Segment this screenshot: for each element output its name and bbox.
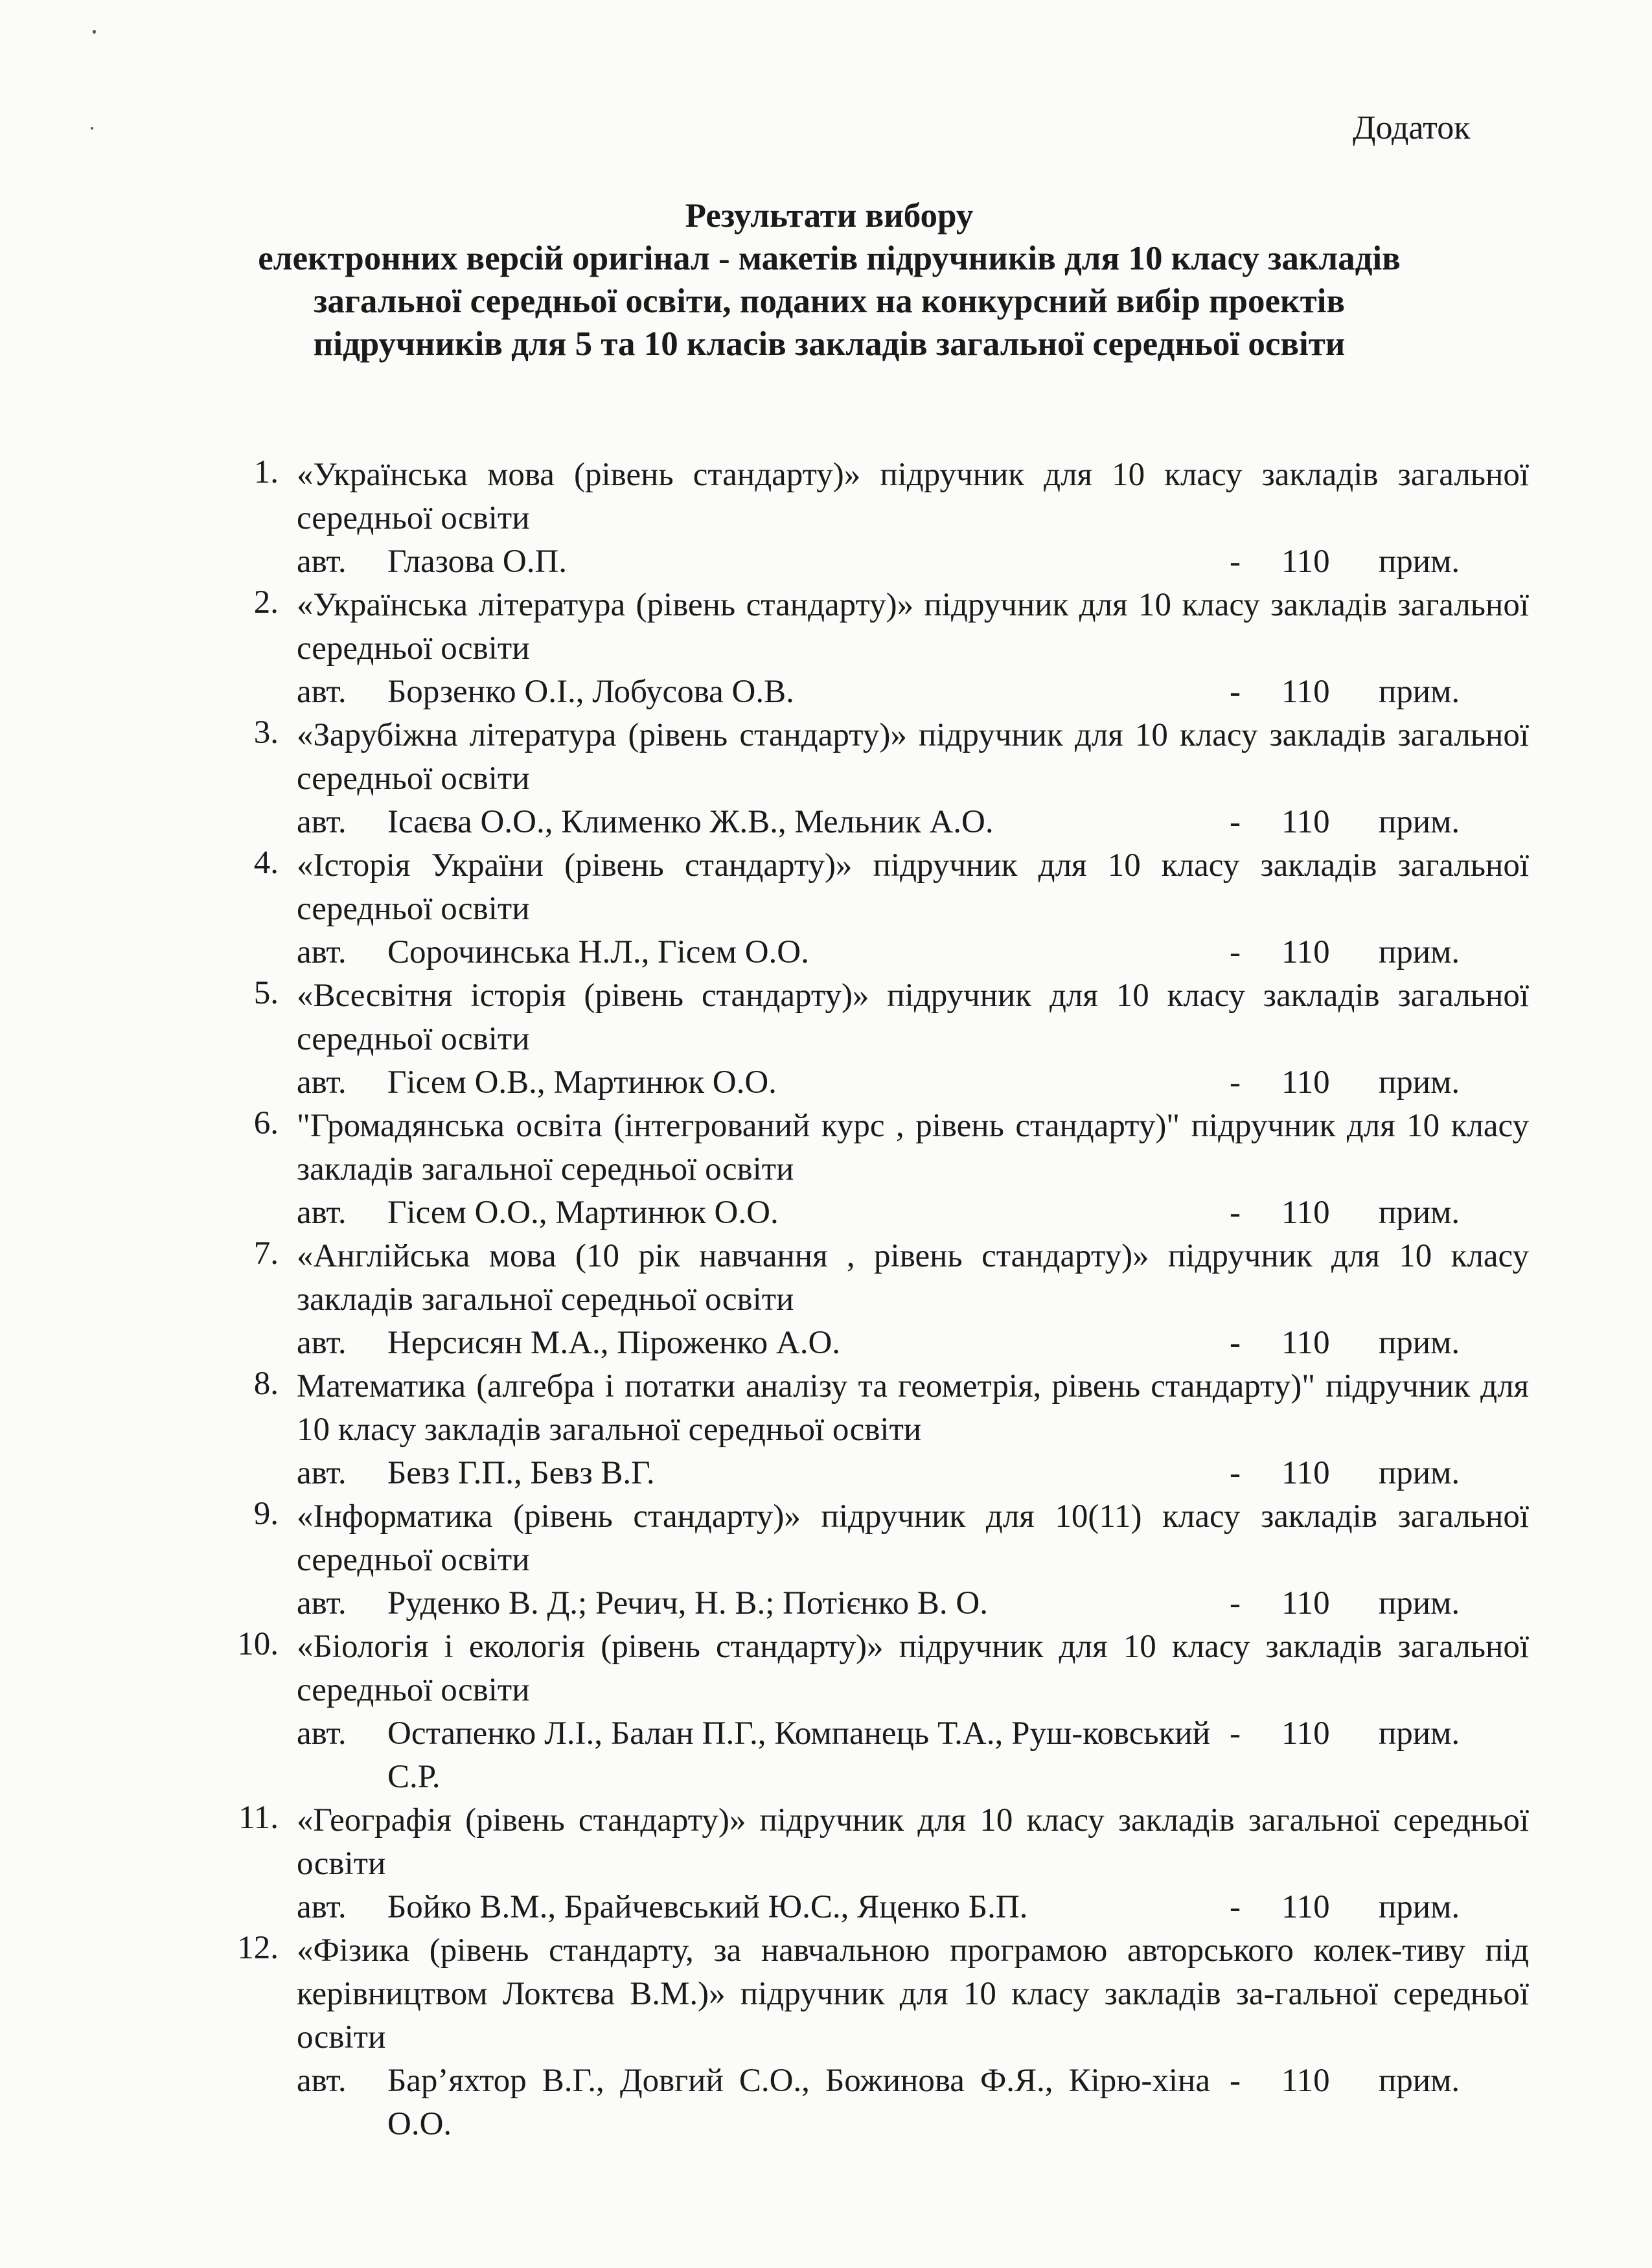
dash: - (1230, 934, 1241, 970)
copy-count: 110 (1281, 674, 1330, 710)
author-row (297, 540, 1529, 584)
item-number: 7. (253, 1235, 279, 1272)
dash: - (1230, 1889, 1241, 1925)
item-number: 12. (237, 1930, 279, 1966)
list-item (214, 714, 1529, 844)
list-item (214, 1929, 1529, 2146)
copy-unit: прим. (1379, 1195, 1460, 1231)
copy-count: 110 (1281, 934, 1330, 970)
title-line: Результати вибору (685, 197, 974, 235)
copy-unit: прим. (1379, 674, 1460, 710)
author-prefix: авт. (297, 544, 347, 580)
author-prefix: авт. (297, 674, 347, 710)
copy-unit: прим. (1379, 1889, 1460, 1925)
list-item (214, 1625, 1529, 1799)
title-line: підручників для 5 та 10 класів закладів загальної середньої освіти (313, 325, 1346, 363)
dash: - (1230, 804, 1241, 840)
item-title: «Біологія і екологія (рівень стандарту)» підручник для 10 класу закладів загальної середньої освіти (297, 1629, 1529, 1708)
copy-unit: прим. (1379, 544, 1460, 580)
dash: - (1230, 1195, 1241, 1231)
copy-unit: прим. (1379, 1455, 1460, 1491)
item-number: 1. (253, 454, 279, 490)
copy-unit: прим. (1379, 1325, 1460, 1361)
author-names: Глазова О.П. (387, 544, 568, 580)
dash: - (1230, 1325, 1241, 1361)
author-names: Руденко В. Д.; Речич, Н. В.; Потієнко В. О. (387, 1585, 988, 1621)
item-number: 2. (253, 584, 279, 621)
copy-unit: прим. (1379, 804, 1460, 840)
author-names: Нерсисян М.А., Піроженко А.О. (387, 1325, 841, 1361)
author-prefix: авт. (297, 1455, 347, 1491)
list-item (214, 1235, 1529, 1365)
item-number: 10. (237, 1626, 279, 1662)
list-item (214, 1365, 1529, 1495)
copy-count: 110 (1281, 1889, 1330, 1925)
author-row (297, 670, 1529, 714)
author-names: Остапенко Л.І., Балан П.Г., Компанець Т.А., Руш-ковський С.Р. (387, 1715, 1210, 1795)
item-number: 4. (253, 845, 279, 881)
list-item (214, 584, 1529, 714)
copy-count: 110 (1281, 1585, 1330, 1621)
author-row (297, 931, 1529, 974)
dash: - (1230, 1715, 1241, 1752)
item-number: 6. (253, 1105, 279, 1141)
author-prefix: авт. (297, 1064, 347, 1101)
author-names: Бевз Г.П., Бевз В.Г. (387, 1455, 655, 1491)
item-number: 5. (253, 975, 279, 1011)
author-names: Гісем О.О., Мартинюк О.О. (387, 1195, 779, 1231)
item-title: «Географія (рівень стандарту)» підручник для 10 класу закладів загальної середньої освіти (297, 1802, 1529, 1882)
item-number: 3. (253, 715, 279, 751)
item-title: Математика (алгебра і потатки аналізу та геометрія, рівень стандарту)" підручник для 10 класу закладів загальної середньої освіти (297, 1368, 1529, 1448)
item-number: 9. (253, 1496, 279, 1532)
list-item (214, 1105, 1529, 1235)
list-item (214, 844, 1529, 974)
author-row (297, 801, 1529, 844)
item-number: 8. (253, 1366, 279, 1402)
author-row (297, 1886, 1529, 1929)
author-names: Ісаєва О.О., Клименко Ж.В., Мельник А.О. (387, 804, 994, 840)
list-item (214, 1799, 1529, 1929)
copy-count: 110 (1281, 2063, 1330, 2099)
author-names: Бойко В.М., Брайчевський Ю.С., Яценко Б.П. (387, 1889, 1028, 1925)
author-row (297, 1061, 1529, 1105)
copy-count: 110 (1281, 1455, 1330, 1491)
copy-unit: прим. (1379, 1064, 1460, 1101)
copy-unit: прим. (1379, 934, 1460, 970)
copy-count: 110 (1281, 1195, 1330, 1231)
author-names: Борзенко О.І., Лобусова О.В. (387, 674, 794, 710)
item-title: «Всесвітня історія (рівень стандарту)» підручник для 10 класу закладів загальної середньої освіти (297, 978, 1529, 1057)
dash: - (1230, 2063, 1241, 2099)
author-names: Сорочинська Н.Л., Гісем О.О. (387, 934, 809, 970)
copy-unit: прим. (1379, 2063, 1460, 2099)
author-prefix: авт. (297, 1195, 347, 1231)
dash: - (1230, 1585, 1241, 1621)
item-title: «Інформатика (рівень стандарту)» підручник для 10(11) класу закладів загальної середньої освіти (297, 1498, 1529, 1578)
author-prefix: авт. (297, 1325, 347, 1361)
author-prefix: авт. (297, 1715, 347, 1752)
author-prefix: авт. (297, 1889, 347, 1925)
copy-unit: прим. (1379, 1585, 1460, 1621)
author-row (297, 1191, 1529, 1235)
title-line: електронних версій оригінал - макетів підручників для 10 класу закладів (258, 240, 1401, 277)
item-title: «Українська література (рівень стандарту)» підручник для 10 класу закладів загальної середньої освіти (297, 587, 1529, 667)
item-title: «Фізика (рівень стандарту, за навчальною програмою авторського колек-тиву під керівництвом Локтєва В.М.)» підручник для 10 класу закладів за-гальної середньої освіти (297, 1932, 1529, 2056)
dash: - (1230, 1064, 1241, 1101)
item-title: «Зарубіжна література (рівень стандарту)» підручник для 10 класу закладів загальної середньої освіти (297, 717, 1529, 797)
author-prefix: авт. (297, 2063, 347, 2099)
author-names: Гісем О.В., Мартинюк О.О. (387, 1064, 777, 1101)
author-prefix: авт. (297, 1585, 347, 1621)
scan-speck (91, 127, 93, 130)
author-row (297, 1452, 1529, 1495)
title-line: загальної середньої освіти, поданих на конкурсний вибір проектів (314, 282, 1345, 320)
list-item (214, 974, 1529, 1105)
list-item (214, 1495, 1529, 1625)
copy-count: 110 (1281, 544, 1330, 580)
document-title (130, 194, 1529, 365)
dash: - (1230, 1455, 1241, 1491)
author-row (297, 1322, 1529, 1365)
copy-unit: прим. (1379, 1715, 1460, 1752)
dash: - (1230, 544, 1241, 580)
scan-speck (93, 30, 96, 34)
item-title: «Англійська мова (10 рік навчання , рівень стандарту)» підручник для 10 класу закладів загальної середньої освіти (297, 1238, 1529, 1318)
item-number: 11. (238, 1800, 279, 1836)
item-title: «Українська мова (рівень стандарту)» підручник для 10 класу закладів загальної середньої освіти (297, 457, 1529, 536)
author-row (297, 1582, 1529, 1625)
item-title: «Історія України (рівень стандарту)» підручник для 10 класу закладів загальної середньої освіти (297, 847, 1529, 927)
dash: - (1230, 674, 1241, 710)
appendix-label: Додаток (1353, 109, 1471, 146)
textbook-list (214, 453, 1529, 2146)
author-prefix: авт. (297, 934, 347, 970)
copy-count: 110 (1281, 1064, 1330, 1101)
author-prefix: авт. (297, 804, 347, 840)
copy-count: 110 (1281, 1715, 1330, 1752)
author-row (297, 1712, 1529, 1799)
author-row (297, 2059, 1529, 2146)
item-title: "Громадянська освіта (інтегрований курс , рівень стандарту)" підручник для 10 класу закладів загальної середньої освіти (297, 1108, 1529, 1187)
copy-count: 110 (1281, 804, 1330, 840)
list-item (214, 453, 1529, 584)
author-names: Бар’яхтор В.Г., Довгий С.О., Божинова Ф.Я., Кірю-хіна О.О. (387, 2063, 1210, 2142)
copy-count: 110 (1281, 1325, 1330, 1361)
